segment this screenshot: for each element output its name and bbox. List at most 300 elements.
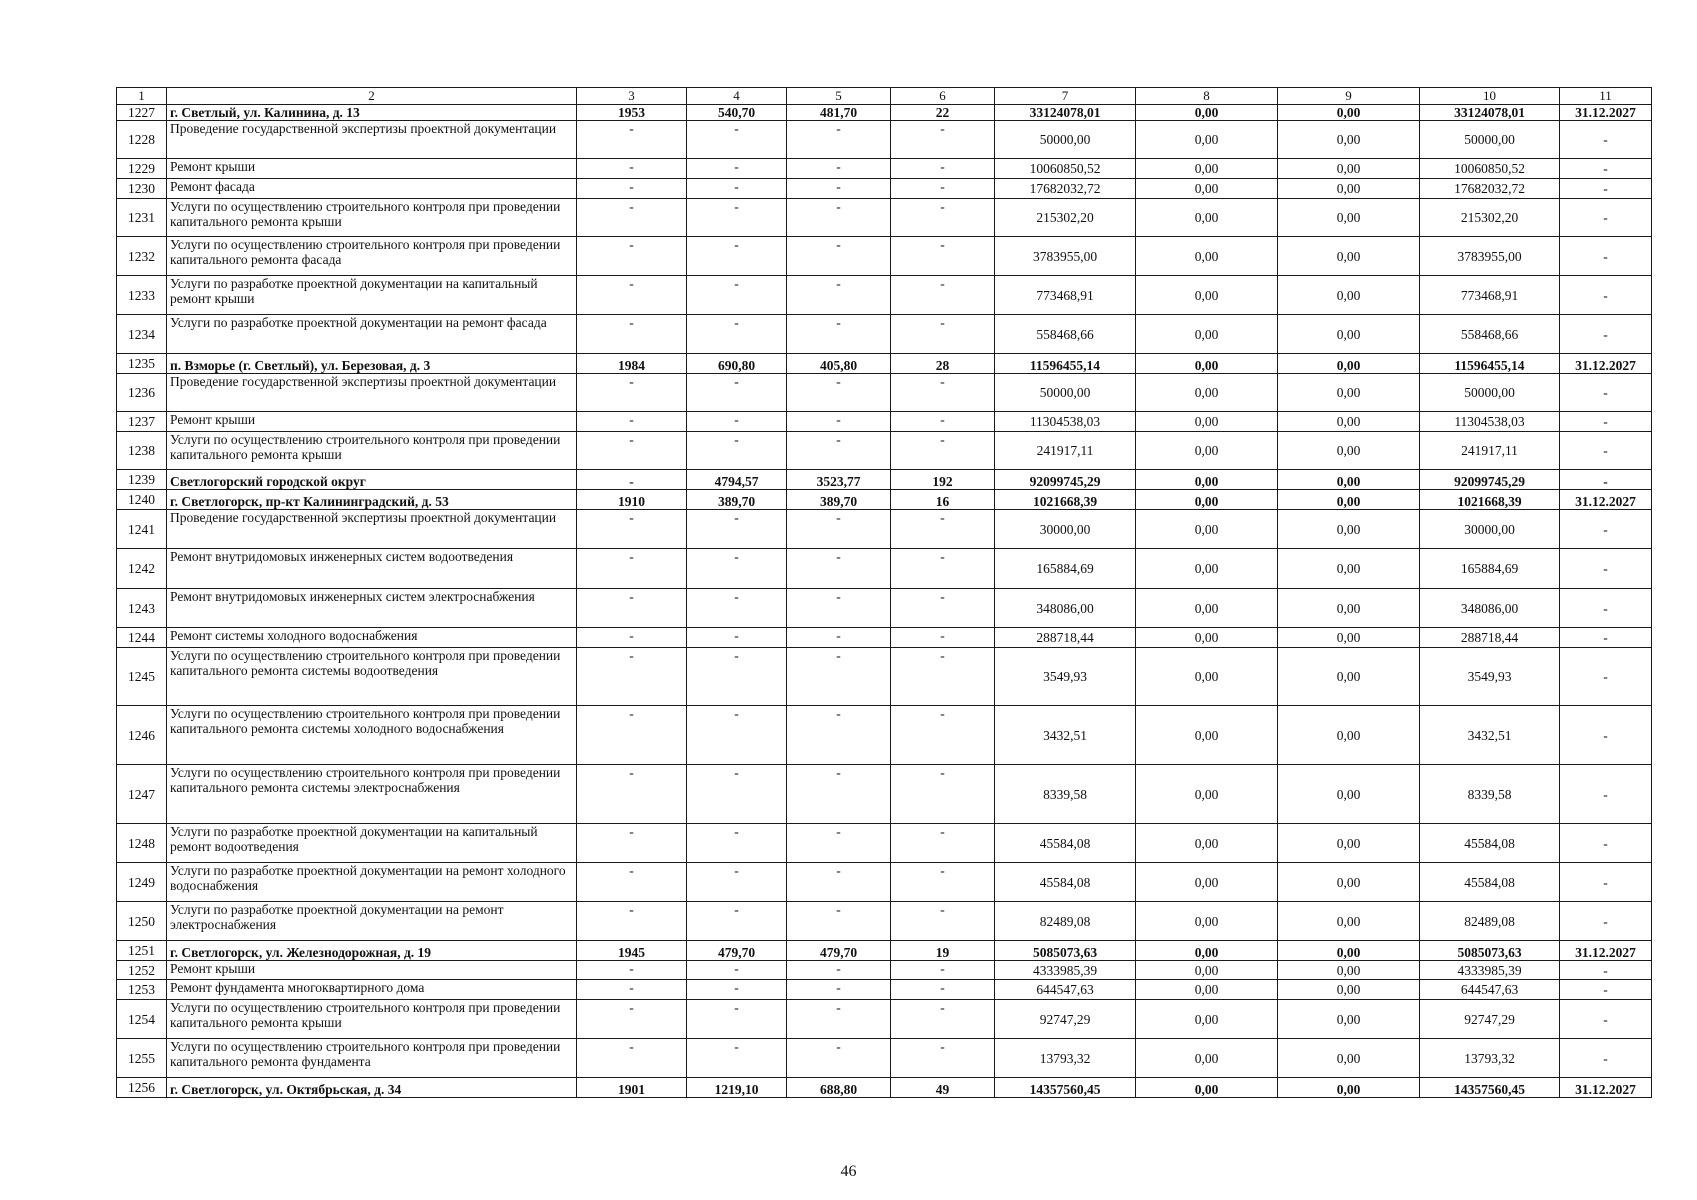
table-row [117,941,1652,961]
fund-cost-cell: 0,00 [1136,902,1278,941]
owners-cost-cell: 50000,00 [1420,121,1560,159]
residents-count-cell: 16 [891,490,995,510]
deadline-cell: - [1560,765,1652,824]
column-header: 11 [1560,88,1652,105]
work-name-cell: Услуги по осуществлению строительного контроля при проведении капитального ремонта крыши [167,1000,577,1039]
year-built-cell: - [577,412,687,432]
residents-count-cell: - [891,432,995,470]
total-area-cell: - [687,179,787,199]
total-area-cell: - [687,159,787,179]
row-number-cell: 1249 [117,863,167,902]
table-row [117,1000,1652,1039]
budget-cost-cell: 0,00 [1278,765,1420,824]
table-row [117,902,1652,941]
residents-count-cell: - [891,706,995,765]
table-row [117,628,1652,648]
work-name-cell: Услуги по разработке проектной документации на ремонт электроснабжения [167,902,577,941]
total-area-cell: 479,70 [687,941,787,961]
table-row [117,105,1652,121]
owners-cost-cell: 82489,08 [1420,902,1560,941]
row-number-cell: 1243 [117,589,167,628]
work-name-cell: Услуги по осуществлению строительного контроля при проведении капитального ремонта фасада [167,237,577,276]
residential-area-cell: - [787,863,891,902]
total-cost-cell: 33124078,01 [995,105,1136,121]
total-area-cell: - [687,706,787,765]
owners-cost-cell: 45584,08 [1420,824,1560,863]
budget-cost-cell: 0,00 [1278,980,1420,1000]
fund-cost-cell: 0,00 [1136,1000,1278,1039]
owners-cost-cell: 215302,20 [1420,199,1560,237]
owners-cost-cell: 50000,00 [1420,374,1560,412]
budget-cost-cell: 0,00 [1278,105,1420,121]
residential-area-cell: - [787,648,891,706]
total-area-cell: 540,70 [687,105,787,121]
deadline-cell: - [1560,1000,1652,1039]
residents-count-cell: - [891,276,995,315]
row-number-cell: 1242 [117,549,167,589]
work-name-cell: Услуги по осуществлению строительного контроля при проведении капитального ремонта системы холодного водоснабжения [167,706,577,765]
total-area-cell: - [687,863,787,902]
owners-cost-cell: 33124078,01 [1420,105,1560,121]
column-header: 3 [577,88,687,105]
year-built-cell: - [577,824,687,863]
budget-cost-cell: 0,00 [1278,276,1420,315]
table-row [117,470,1652,490]
column-number-header-row [117,88,1652,105]
residents-count-cell: - [891,237,995,276]
budget-cost-cell: 0,00 [1278,628,1420,648]
owners-cost-cell: 11304538,03 [1420,412,1560,432]
row-number-cell: 1250 [117,902,167,941]
total-area-cell: - [687,432,787,470]
row-number-cell: 1239 [117,470,167,490]
total-cost-cell: 165884,69 [995,549,1136,589]
table-row [117,549,1652,589]
deadline-cell: - [1560,549,1652,589]
fund-cost-cell: 0,00 [1136,354,1278,374]
total-cost-cell: 45584,08 [995,863,1136,902]
owners-cost-cell: 92099745,29 [1420,470,1560,490]
work-name-cell: Светлогорский городской округ [167,470,577,490]
owners-cost-cell: 288718,44 [1420,628,1560,648]
row-number-cell: 1230 [117,179,167,199]
total-area-cell: - [687,510,787,549]
owners-cost-cell: 3432,51 [1420,706,1560,765]
deadline-cell: 31.12.2027 [1560,941,1652,961]
year-built-cell: - [577,432,687,470]
total-cost-cell: 3549,93 [995,648,1136,706]
table-row [117,1039,1652,1078]
total-area-cell: - [687,237,787,276]
column-header: 5 [787,88,891,105]
table-row [117,121,1652,159]
fund-cost-cell: 0,00 [1136,863,1278,902]
total-cost-cell: 45584,08 [995,824,1136,863]
deadline-cell: - [1560,706,1652,765]
row-number-cell: 1255 [117,1039,167,1078]
work-name-cell: Ремонт крыши [167,961,577,980]
total-cost-cell: 17682032,72 [995,179,1136,199]
owners-cost-cell: 558468,66 [1420,315,1560,354]
work-name-cell: Проведение государственной экспертизы проектной документации [167,374,577,412]
work-name-cell: г. Светлый, ул. Калинина, д. 13 [167,105,577,121]
year-built-cell: - [577,374,687,412]
fund-cost-cell: 0,00 [1136,549,1278,589]
table-row [117,354,1652,374]
work-name-cell: Услуги по разработке проектной документации на капитальный ремонт крыши [167,276,577,315]
budget-cost-cell: 0,00 [1278,490,1420,510]
row-number-cell: 1237 [117,412,167,432]
residents-count-cell: - [891,648,995,706]
year-built-cell: - [577,510,687,549]
deadline-cell: - [1560,276,1652,315]
total-cost-cell: 30000,00 [995,510,1136,549]
year-built-cell: 1910 [577,490,687,510]
residential-area-cell: - [787,159,891,179]
residents-count-cell: - [891,412,995,432]
column-header: 8 [1136,88,1278,105]
residents-count-cell: - [891,510,995,549]
work-name-cell: г. Светлогорск, ул. Железнодорожная, д. 19 [167,941,577,961]
total-area-cell: 389,70 [687,490,787,510]
total-area-cell: - [687,276,787,315]
total-cost-cell: 50000,00 [995,121,1136,159]
work-name-cell: Ремонт внутридомовых инженерных систем водоотведения [167,549,577,589]
year-built-cell: - [577,765,687,824]
column-header: 7 [995,88,1136,105]
work-name-cell: Услуги по разработке проектной документации на капитальный ремонт водоотведения [167,824,577,863]
owners-cost-cell: 241917,11 [1420,432,1560,470]
fund-cost-cell: 0,00 [1136,961,1278,980]
work-name-cell: Ремонт фундамента многоквартирного дома [167,980,577,1000]
year-built-cell: 1945 [577,941,687,961]
budget-cost-cell: 0,00 [1278,1078,1420,1098]
row-number-cell: 1235 [117,354,167,374]
fund-cost-cell: 0,00 [1136,121,1278,159]
total-area-cell: - [687,549,787,589]
deadline-cell: - [1560,510,1652,549]
total-cost-cell: 3432,51 [995,706,1136,765]
row-number-cell: 1251 [117,941,167,961]
budget-cost-cell: 0,00 [1278,374,1420,412]
year-built-cell: - [577,1000,687,1039]
total-area-cell: 4794,57 [687,470,787,490]
row-number-cell: 1253 [117,980,167,1000]
fund-cost-cell: 0,00 [1136,941,1278,961]
work-name-cell: Ремонт крыши [167,159,577,179]
owners-cost-cell: 8339,58 [1420,765,1560,824]
total-area-cell: - [687,961,787,980]
fund-cost-cell: 0,00 [1136,1039,1278,1078]
residents-count-cell: 49 [891,1078,995,1098]
residential-area-cell: 481,70 [787,105,891,121]
deadline-cell: - [1560,199,1652,237]
table-row [117,432,1652,470]
total-area-cell: - [687,824,787,863]
total-area-cell: 1219,10 [687,1078,787,1098]
residential-area-cell: - [787,589,891,628]
residents-count-cell: - [891,902,995,941]
residential-area-cell: - [787,510,891,549]
residential-area-cell: - [787,199,891,237]
year-built-cell: - [577,863,687,902]
row-number-cell: 1232 [117,237,167,276]
table-row [117,648,1652,706]
residential-area-cell: 3523,77 [787,470,891,490]
budget-cost-cell: 0,00 [1278,902,1420,941]
residential-area-cell: - [787,276,891,315]
fund-cost-cell: 0,00 [1136,1078,1278,1098]
year-built-cell: - [577,549,687,589]
deadline-cell: - [1560,1039,1652,1078]
deadline-cell: 31.12.2027 [1560,105,1652,121]
work-name-cell: Ремонт крыши [167,412,577,432]
residents-count-cell: - [891,824,995,863]
column-header: 6 [891,88,995,105]
residential-area-cell: - [787,432,891,470]
work-name-cell: Услуги по осуществлению строительного контроля при проведении капитального ремонта системы электроснабжения [167,765,577,824]
work-name-cell: Ремонт внутридомовых инженерных систем электроснабжения [167,589,577,628]
row-number-cell: 1227 [117,105,167,121]
work-name-cell: Услуги по разработке проектной документации на ремонт фасада [167,315,577,354]
column-header: 1 [117,88,167,105]
row-number-cell: 1240 [117,490,167,510]
residents-count-cell: - [891,315,995,354]
work-name-cell: Услуги по осуществлению строительного контроля при проведении капитального ремонта крыши [167,432,577,470]
residents-count-cell: - [891,863,995,902]
table-row [117,765,1652,824]
total-cost-cell: 644547,63 [995,980,1136,1000]
year-built-cell: - [577,470,687,490]
budget-cost-cell: 0,00 [1278,549,1420,589]
table-row [117,374,1652,412]
row-number-cell: 1233 [117,276,167,315]
row-number-cell: 1236 [117,374,167,412]
row-number-cell: 1256 [117,1078,167,1098]
work-name-cell: Услуги по осуществлению строительного контроля при проведении капитального ремонта фундамента [167,1039,577,1078]
table-row [117,589,1652,628]
work-name-cell: г. Светлогорск, пр-кт Калининградский, д. 53 [167,490,577,510]
total-cost-cell: 3783955,00 [995,237,1136,276]
deadline-cell: 31.12.2027 [1560,490,1652,510]
deadline-cell: - [1560,432,1652,470]
budget-cost-cell: 0,00 [1278,159,1420,179]
fund-cost-cell: 0,00 [1136,765,1278,824]
year-built-cell: 1953 [577,105,687,121]
fund-cost-cell: 0,00 [1136,159,1278,179]
year-built-cell: - [577,648,687,706]
residential-area-cell: 389,70 [787,490,891,510]
budget-cost-cell: 0,00 [1278,315,1420,354]
fund-cost-cell: 0,00 [1136,490,1278,510]
total-area-cell: - [687,199,787,237]
table-row [117,490,1652,510]
total-cost-cell: 92099745,29 [995,470,1136,490]
year-built-cell: - [577,179,687,199]
table-row [117,276,1652,315]
total-area-cell: - [687,1000,787,1039]
residential-area-cell: - [787,1039,891,1078]
deadline-cell: - [1560,589,1652,628]
row-number-cell: 1248 [117,824,167,863]
year-built-cell: 1901 [577,1078,687,1098]
fund-cost-cell: 0,00 [1136,628,1278,648]
total-area-cell: - [687,374,787,412]
table-row [117,159,1652,179]
budget-cost-cell: 0,00 [1278,412,1420,432]
total-cost-cell: 5085073,63 [995,941,1136,961]
deadline-cell: - [1560,121,1652,159]
residential-area-cell: - [787,237,891,276]
residential-area-cell: - [787,980,891,1000]
budget-cost-cell: 0,00 [1278,824,1420,863]
work-name-cell: Проведение государственной экспертизы проектной документации [167,121,577,159]
work-name-cell: Услуги по осуществлению строительного контроля при проведении капитального ремонта крыши [167,199,577,237]
owners-cost-cell: 30000,00 [1420,510,1560,549]
owners-cost-cell: 3783955,00 [1420,237,1560,276]
work-name-cell: Ремонт системы холодного водоснабжения [167,628,577,648]
deadline-cell: - [1560,824,1652,863]
owners-cost-cell: 17682032,72 [1420,179,1560,199]
owners-cost-cell: 165884,69 [1420,549,1560,589]
page-number: 46 [840,1163,857,1180]
year-built-cell: - [577,121,687,159]
work-name-cell: Ремонт фасада [167,179,577,199]
total-cost-cell: 82489,08 [995,902,1136,941]
row-number-cell: 1231 [117,199,167,237]
year-built-cell: - [577,628,687,648]
row-number-cell: 1247 [117,765,167,824]
row-number-cell: 1244 [117,628,167,648]
owners-cost-cell: 14357560,45 [1420,1078,1560,1098]
fund-cost-cell: 0,00 [1136,510,1278,549]
table-row [117,706,1652,765]
budget-cost-cell: 0,00 [1278,706,1420,765]
fund-cost-cell: 0,00 [1136,179,1278,199]
residents-count-cell: 28 [891,354,995,374]
owners-cost-cell: 92747,29 [1420,1000,1560,1039]
budget-cost-cell: 0,00 [1278,1039,1420,1078]
budget-cost-cell: 0,00 [1278,1000,1420,1039]
total-cost-cell: 8339,58 [995,765,1136,824]
table-row [117,412,1652,432]
deadline-cell: - [1560,159,1652,179]
table-row [117,237,1652,276]
residents-count-cell: - [891,628,995,648]
total-cost-cell: 241917,11 [995,432,1136,470]
residents-count-cell: 19 [891,941,995,961]
row-number-cell: 1229 [117,159,167,179]
deadline-cell: - [1560,179,1652,199]
owners-cost-cell: 13793,32 [1420,1039,1560,1078]
total-cost-cell: 4333985,39 [995,961,1136,980]
residential-area-cell: - [787,412,891,432]
budget-cost-cell: 0,00 [1278,179,1420,199]
capital-repair-table [116,87,1652,1098]
column-header: 4 [687,88,787,105]
owners-cost-cell: 45584,08 [1420,863,1560,902]
year-built-cell: - [577,276,687,315]
deadline-cell: - [1560,374,1652,412]
owners-cost-cell: 5085073,63 [1420,941,1560,961]
year-built-cell: 1984 [577,354,687,374]
owners-cost-cell: 1021668,39 [1420,490,1560,510]
total-area-cell: - [687,589,787,628]
fund-cost-cell: 0,00 [1136,432,1278,470]
residents-count-cell: - [891,179,995,199]
total-area-cell: - [687,628,787,648]
residential-area-cell: - [787,902,891,941]
fund-cost-cell: 0,00 [1136,199,1278,237]
residents-count-cell: - [891,549,995,589]
row-number-cell: 1228 [117,121,167,159]
residents-count-cell: 22 [891,105,995,121]
deadline-cell: - [1560,412,1652,432]
total-area-cell: - [687,315,787,354]
residential-area-cell: - [787,179,891,199]
budget-cost-cell: 0,00 [1278,941,1420,961]
total-cost-cell: 348086,00 [995,589,1136,628]
total-cost-cell: 92747,29 [995,1000,1136,1039]
column-header: 2 [167,88,577,105]
fund-cost-cell: 0,00 [1136,470,1278,490]
row-number-cell: 1238 [117,432,167,470]
total-area-cell: - [687,765,787,824]
residential-area-cell: 405,80 [787,354,891,374]
deadline-cell: - [1560,863,1652,902]
table-row [117,179,1652,199]
deadline-cell: - [1560,470,1652,490]
deadline-cell: - [1560,980,1652,1000]
budget-cost-cell: 0,00 [1278,121,1420,159]
residents-count-cell: - [891,980,995,1000]
residents-count-cell: - [891,159,995,179]
residential-area-cell: - [787,824,891,863]
table-row [117,980,1652,1000]
fund-cost-cell: 0,00 [1136,374,1278,412]
budget-cost-cell: 0,00 [1278,863,1420,902]
fund-cost-cell: 0,00 [1136,824,1278,863]
residents-count-cell: - [891,589,995,628]
owners-cost-cell: 4333985,39 [1420,961,1560,980]
fund-cost-cell: 0,00 [1136,706,1278,765]
table-row [117,1078,1652,1098]
total-cost-cell: 50000,00 [995,374,1136,412]
year-built-cell: - [577,961,687,980]
budget-cost-cell: 0,00 [1278,237,1420,276]
budget-cost-cell: 0,00 [1278,510,1420,549]
fund-cost-cell: 0,00 [1136,276,1278,315]
row-number-cell: 1245 [117,648,167,706]
total-area-cell: - [687,980,787,1000]
total-cost-cell: 10060850,52 [995,159,1136,179]
budget-cost-cell: 0,00 [1278,199,1420,237]
total-area-cell: - [687,121,787,159]
residential-area-cell: - [787,706,891,765]
fund-cost-cell: 0,00 [1136,315,1278,354]
budget-cost-cell: 0,00 [1278,589,1420,628]
residents-count-cell: - [891,1000,995,1039]
residential-area-cell: - [787,1000,891,1039]
residents-count-cell: - [891,374,995,412]
deadline-cell: 31.12.2027 [1560,1078,1652,1098]
total-cost-cell: 13793,32 [995,1039,1136,1078]
owners-cost-cell: 11596455,14 [1420,354,1560,374]
total-cost-cell: 215302,20 [995,199,1136,237]
total-area-cell: - [687,1039,787,1078]
total-cost-cell: 14357560,45 [995,1078,1136,1098]
work-name-cell: г. Светлогорск, ул. Октябрьская, д. 34 [167,1078,577,1098]
